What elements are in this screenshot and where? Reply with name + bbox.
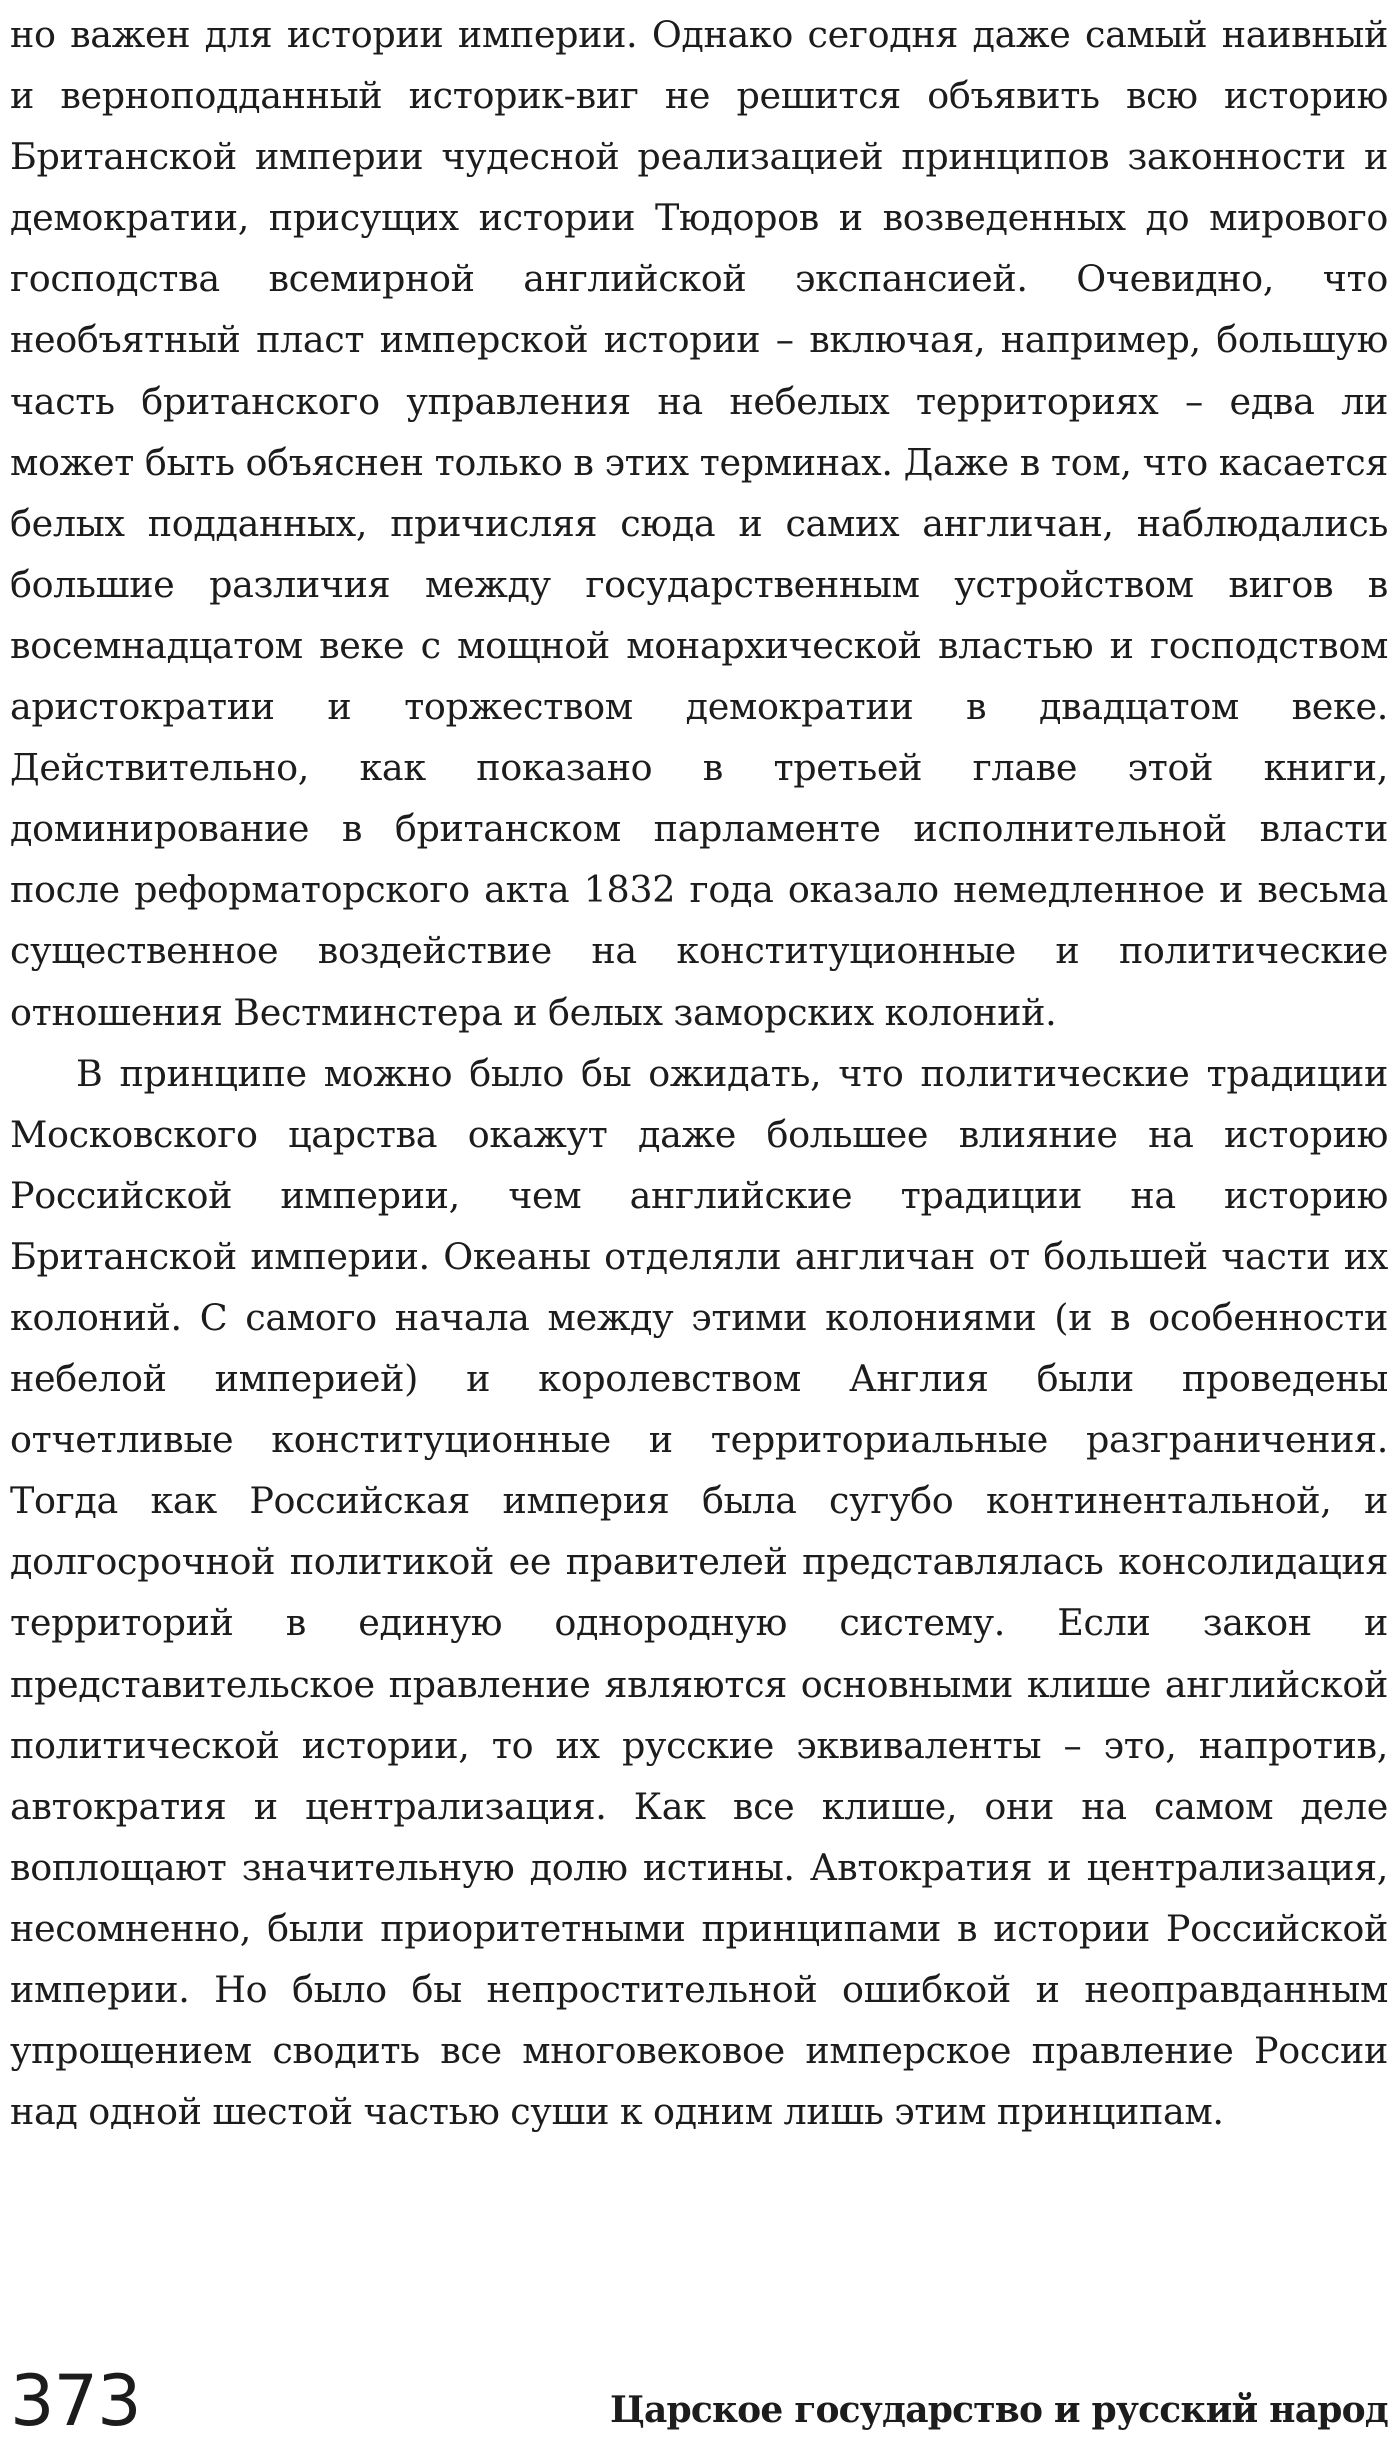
paragraph-2: В принципе можно было бы ожидать, что политические традиции Московского царства окажут даже большее влияние на историю Российской империи, чем английские традиции на историю Британской империи. Океаны отделяли англичан от большей части их колоний. С самого начала между этими колониями (и в особенности небелой империей) и королевством Англия были проведены отчетливые конституционные и территориальные разграничения. Тогда как Российская империя была сугубо континентальной, и долгосрочной политикой ее правителей представлялась консолидация территорий в единую однородную систему. Если закон и представительское правление являются основными клише английской политической истории, то их русские эквиваленты – это, напротив, автократия и централизация. Как все клише, они на самом деле воплощают значительную долю истины. Автократия и централизация, несомненно, были приоритетными принципами в истории Российской империи. Но было бы непростительной ошибкой и неоправданным упрощением сводить все многовековое имперское правление России над одной шестой частью суши к одним лишь этим принципам. — [10, 1051, 1388, 2134]
book-page — [10, 0, 1390, 2460]
running-title: Царское государство и русский народ — [609, 2389, 1388, 2431]
paragraph-1: но важен для истории империи. Однако сегодня даже самый наивный и верноподданный историк-виг не решится объявить всю историю Британской империи чудесной реализацией принципов законности и демократии, присущих истории Тюдоров и возведенных до мирового господства всемирной английской экспансией. Очевидно, что необъятный пласт имперской истории – включая, например, большую часть британского управления на небелых территориях – едва ли может быть объяснен только в этих терминах. Даже в том, что касается белых подданных, причисляя сюда и самих англичан, наблюдались большие различия между государственным устройством вигов в восемнадцатом веке с мощной монархической властью и господством аристократии и торжеством демократии в двадцатом веке. Действительно, как показано в третьей главе этой книги, доминирование в британском парламенте исполнительной власти после реформаторского акта 1832 года оказало немедленное и весьма существенное воздействие на конституционные и политические отношения Вестминстера и белых заморских колоний. — [10, 13, 1388, 1034]
page-footer — [10, 2350, 1390, 2460]
body-text — [10, 4, 1388, 2142]
page-number: 373 — [10, 2360, 141, 2442]
